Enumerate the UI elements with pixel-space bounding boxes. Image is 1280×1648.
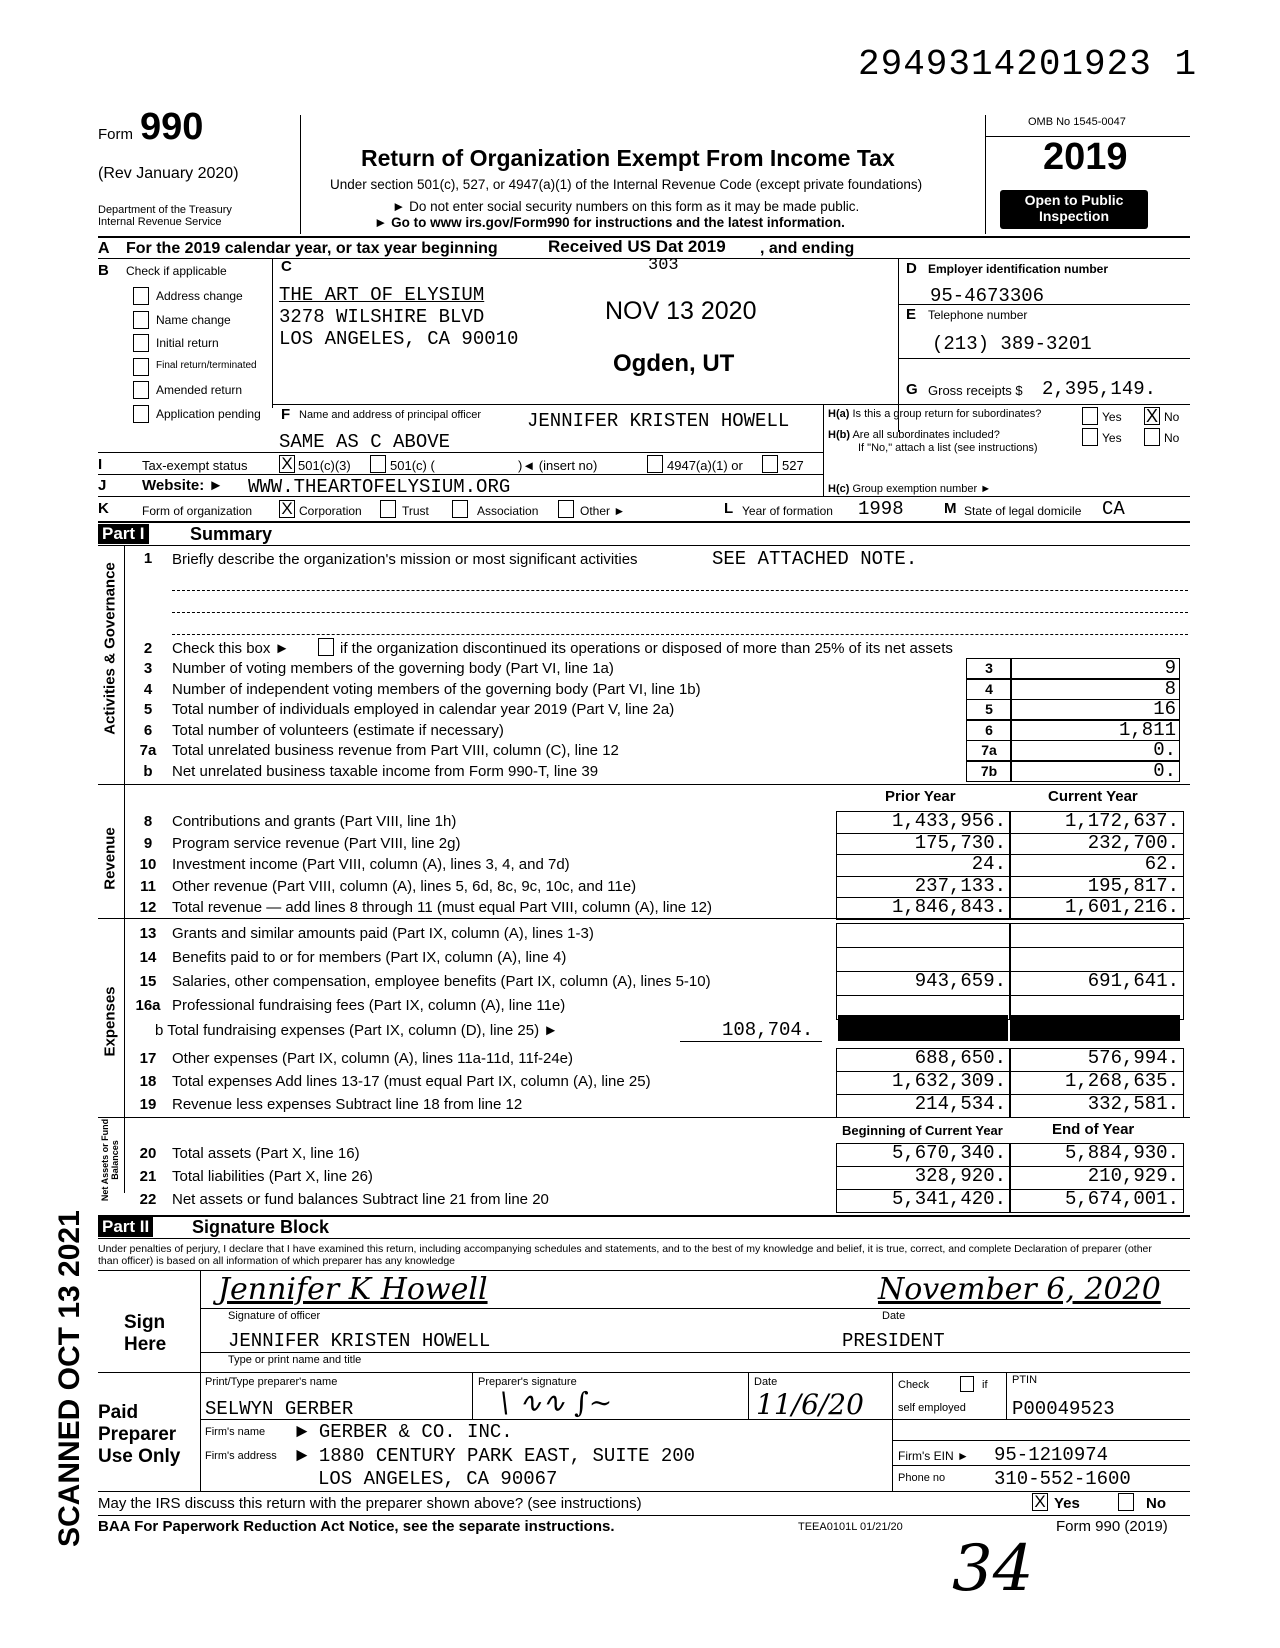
expense-line-number: 15 [139,973,157,990]
line-k-letter: K [98,500,109,517]
perjury-rule [98,1270,1190,1271]
line-i-bottom-rule [98,474,823,475]
governance-line-box: 5 [966,699,1012,720]
expense-line-label: Salaries, other compensation, employee benefits (Part IX, column (A), lines 5-10) [172,973,711,990]
signature-line [200,1308,1190,1309]
expense-line-number: 16a [135,997,161,1014]
section-f-letter: F [281,406,291,423]
line-a-text: For the 2019 calendar year, or tax year beginning [126,240,498,257]
ha-question: H(a) Is this a group return for subordinates? [828,408,1042,420]
net-assets-current-value: 5,884,930. [1064,1142,1179,1164]
expense-total-line-number: 17 [139,1050,157,1067]
phone-label: Phone no [898,1472,946,1484]
check-box-4[interactable] [133,358,149,376]
check-label: Check [898,1379,930,1391]
line-1-label: Briefly describe the organization's mission or most significant activities [172,551,638,568]
expense-current-value: 691,641. [1087,970,1179,992]
expense-total-line-label: Total expenses Add lines 13-17 (must equal Part IX, column (A), line 25) [172,1073,651,1090]
part-i-tag: Part I [98,524,149,544]
firm-address-line1: ► 1880 CENTURY PARK EAST, SUITE 200 [296,1445,696,1467]
expense-total-current-value: 576,994. [1087,1047,1179,1069]
line-2-number: 2 [143,640,153,657]
expense-current-cell [1009,947,1184,972]
expense-line-label: Professional fundraising fees (Part IX, column (A), line 11e) [172,997,566,1014]
preparer-signature: \ ∿∿ ∫∼ [500,1386,613,1419]
association-label: Association [477,504,539,518]
governance-line-box: 7a [966,740,1012,761]
section-b-label: Check if applicable [126,264,227,278]
perjury-statement: Under penalties of perjury, I declare that I have examined this return, including accompanying schedules and statements, and to the best of my knowledge and belief, it is true, correct, and complete Declaration of preparer (other than officer) is based on all information of which preparer has any knowledge [98,1243,1152,1267]
received-stamp: Received US Dat 2019 [548,237,726,256]
discuss-yes-checkbox[interactable] [1032,1493,1048,1511]
expenses-bottom-rule [98,1117,1190,1118]
sign-divider [200,1270,201,1372]
revenue-prior-value: 175,730. [914,831,1006,854]
check-box-1[interactable] [133,287,149,305]
sign-bottom-rule [98,1372,1190,1373]
line-a-rule [98,258,1190,259]
ha-no-label: No [1164,410,1180,424]
corporation-checkbox[interactable] [279,500,295,518]
ha-label: Is this a group return for subordinates? [852,408,1042,420]
section-b-divider [272,258,273,408]
governance-value: 0. [1153,759,1176,782]
gross-receipts-value: 2,395,149. [1042,378,1157,400]
527-checkbox[interactable] [762,455,778,473]
section-g-letter: G [906,381,918,398]
principal-officer-name: JENNIFER KRISTEN HOWELL [527,410,790,432]
line-m-letter: M [944,500,957,517]
check-label-5: Amended return [156,383,243,397]
tax-year: 2019 [1043,136,1128,178]
principal-officer-label: Name and address of principal officer [299,409,482,421]
form-code: TEEA0101L 01/21/20 [798,1521,903,1533]
501c3-label: 501(c)(3) [298,458,351,473]
section-c-letter: C [281,258,292,275]
firm-ein-label: Firm's EIN ► [898,1449,969,1463]
ein-value: 95-4673306 [930,285,1045,307]
check-label-4: Final return/terminated [156,359,257,371]
ein-rule [898,304,1190,305]
document-locator-number: 2949314201923 1 [858,44,1198,85]
line-i-letter: I [98,456,103,473]
governance-line-number: 3 [143,660,153,677]
organization-city: LOS ANGELES, CA 90010 [279,328,519,350]
association-checkbox[interactable] [452,500,468,518]
expense-line-label: Benefits paid to or for members (Part IX, column (A), line 4) [172,949,567,966]
governance-line-box: 4 [966,679,1012,700]
line-i-top-rule [98,452,823,453]
other-label: Other ► [580,504,626,518]
governance-line-box: 7b [966,761,1012,782]
preparer-col-3 [892,1372,893,1491]
line-16b-label: b Total fundraising expenses (Part IX, column (D), line 25) ► [155,1022,559,1039]
gross-receipts-rule [272,404,1190,405]
expense-total-prior-value: 214,534. [914,1093,1006,1115]
organization-street: 3278 WILSHIRE BLVD [279,306,485,328]
expense-line-number: 14 [139,949,157,966]
discuss-yes-label: Yes [1054,1495,1080,1512]
internal-revenue-service: Internal Revenue Service [98,216,222,228]
signature-date-label: Date [882,1310,906,1322]
revenue-line-label: Investment income (Part VIII, column (A), lines 3, 4, and 7d) [172,856,570,873]
line-2-label-b: if the organization discontinued its operations or disposed of more than 25% of its net assets [340,640,953,657]
preparer-row-rule-2 [892,1440,1190,1441]
open-to-public-inspection-badge [1000,190,1148,229]
line-l-letter: L [724,500,734,517]
governance-line-label: Total number of individuals employed in calendar year 2019 (Part V, line 2a) [172,701,675,718]
net-assets-line-number: 21 [139,1168,157,1185]
line-k-rule [98,521,1190,523]
expense-total-line-number: 18 [139,1073,157,1090]
part-ii-tag: Part II [98,1217,153,1237]
501c-checkbox[interactable] [370,455,386,473]
net-assets-prior-value: 5,341,420. [891,1188,1006,1210]
trust-label: Trust [402,504,429,518]
gross-receipts-label: Gross receipts $ [928,383,1023,398]
governance-line-number: 7a [139,742,157,759]
501c3-checkbox[interactable] [279,455,295,473]
form-subtitle: Under section 501(c), 527, or 4947(a)(1) of the Internal Revenue Code (except private foundations) [330,177,923,192]
ha-no-mark: X [1145,406,1158,426]
side-label-expenses: Expenses [101,986,119,1057]
end-of-year-header: End of Year [1052,1121,1135,1138]
check-box-5[interactable] [133,381,149,399]
page-number-handwritten: 34 [952,1532,1034,1606]
ptin-label: PTIN [1012,1374,1038,1386]
expense-current-cell [1009,923,1184,948]
hb-no-label: No [1164,431,1180,445]
governance-value: 1,811 [1118,718,1176,741]
firm-name: ► GERBER & CO. INC. [296,1421,513,1443]
beginning-year-header: Beginning of Current Year [842,1123,1003,1138]
firm-name-value: GERBER & CO. INC. [318,1421,513,1443]
self-employed-checkbox[interactable] [960,1376,974,1392]
preparer-col-2 [748,1372,749,1419]
hc-label: Group exemption number ► [852,483,992,495]
governance-line-label: Total unrelated business revenue from Part VIII, column (C), line 12 [172,742,619,759]
governance-bottom-rule [98,784,1190,785]
open-to-public-label: Open to Public Inspection [1024,192,1124,224]
revenue-bottom-rule [98,918,1190,919]
stamp-303: 303 [648,256,679,275]
paid-label: Paid [98,1402,139,1423]
line-1-dash-3 [172,634,1188,635]
net-assets-line-label: Total liabilities (Part X, line 26) [172,1168,373,1185]
expense-total-prior-value: 1,632,309. [891,1070,1006,1092]
expense-line-label: Grants and similar amounts paid (Part IX, column (A), lines 1-3) [172,925,594,942]
website-url[interactable]: WWW.THEARTOFELYSIUM.ORG [248,476,511,498]
net-assets-text: Net Assets or Fund Balances [100,1118,120,1202]
side-label-revenue: Revenue [101,827,119,890]
section-c-divider [898,258,899,432]
line-16b-underline [680,1041,822,1042]
discuss-rule [98,1515,1190,1516]
527-label: 527 [782,458,804,473]
other-checkbox[interactable] [558,500,574,518]
hb-yes-checkbox[interactable] [1082,428,1098,446]
firm-ein: 95-1210974 [994,1444,1109,1466]
side-divider [124,545,125,1193]
preparer-date-label: Date [754,1376,778,1388]
ha-yes-label: Yes [1102,410,1122,424]
discuss-yes-mark: X [1034,1492,1046,1511]
expense-prior-value: 943,659. [914,970,1006,992]
line-j-rule [98,496,1190,497]
net-assets-current-value: 5,674,001. [1064,1188,1179,1210]
check-label-3: Initial return [156,336,219,350]
governance-line-number: b [143,762,153,780]
preparer-bottom-rule [98,1491,1190,1492]
received-place-stamp: Ogden, UT [613,350,735,377]
hb-yes-label: Yes [1102,431,1122,445]
state-domicile-label: State of legal domicile [964,504,1082,518]
governance-line-number: 5 [143,701,153,718]
year-of-formation-label: Year of formation [742,504,833,518]
baa-notice: BAA For Paperwork Reduction Act Notice, see the separate instructions. [98,1518,615,1535]
revenue-prior-value: 1,433,956. [891,810,1006,832]
tax-exempt-status-label: Tax-exempt status [142,458,248,473]
form-label: Form [98,126,133,143]
check-box-2[interactable] [133,311,149,329]
hb-note: If "No," attach a list (see instructions) [858,442,1038,454]
part-ii-rule [98,1238,1190,1239]
revenue-line-number: 11 [140,877,156,895]
revenue-prior-value: 237,133. [914,874,1006,897]
discuss-question: May the IRS discuss this return with the preparer shown above? (see instructions) [98,1495,642,1512]
state-domicile-value: CA [1102,498,1125,520]
part-ii-title: Signature Block [192,1217,330,1237]
side-label-governance: Activities & Governance [101,562,119,735]
revenue-current-value: 232,700. [1087,831,1179,854]
if-label: if [982,1379,988,1391]
expense-total-line-number: 19 [139,1096,157,1113]
form-revision: (Rev January 2020) [98,165,239,182]
net-assets-current-value: 210,929. [1087,1165,1179,1187]
net-assets-prior-value: 5,670,340. [891,1142,1006,1164]
revenue-current-value: 62. [1144,853,1179,875]
use-only-label: Use Only [98,1446,181,1467]
governance-line-box: 3 [966,658,1012,679]
4947-label: 4947(a)(1) or [667,458,743,473]
revenue-current-value: 195,817. [1087,874,1179,897]
year-of-formation-value: 1998 [858,498,904,520]
revenue-current-value: 1,601,216. [1064,896,1179,918]
preparer-signature-label: Preparer's signature [478,1376,577,1388]
revenue-prior-value: 24. [971,853,1006,875]
line-a-ending: , and ending [760,240,855,257]
revenue-line-label: Total revenue — add lines 8 through 11 (must equal Part VIII, column (A), line 12) [172,899,712,916]
governance-line-label: Net unrelated business taxable income from Form 990-T, line 39 [172,762,599,780]
insert-no-label: )◄ (insert no) [518,458,598,473]
instructions-link[interactable]: ► Go to www irs.gov/Form990 for instructions and the latest information. [374,215,845,230]
preparer-row-rule-1 [200,1419,1190,1420]
preparer-col-1 [472,1372,473,1419]
line-j-letter: J [98,477,107,494]
header-divider-left [300,115,301,234]
section-e-letter: E [906,306,917,323]
ha-yes-checkbox[interactable] [1082,407,1098,425]
net-assets-prior-value: 328,920. [914,1165,1006,1187]
organization-name: THE ART OF ELYSIUM [279,284,485,306]
line-1-dash-2 [172,612,1188,613]
check-label-2: Name change [156,312,231,327]
hb-no-checkbox[interactable] [1144,428,1160,446]
form-number: 990 [140,106,204,148]
governance-line-label: Number of voting members of the governing body (Part VI, line 1a) [172,660,614,677]
preparer-col-4 [1006,1372,1007,1419]
type-print-label: Type or print name and title [228,1354,362,1366]
officer-name-line [200,1352,1190,1353]
sign-label: Sign [124,1312,166,1333]
form-of-organization-label: Form of organization [142,504,253,518]
expense-total-line-label: Other expenses (Part IX, column (A), lines 11a-11d, 11f-24e) [172,1050,574,1067]
expense-total-line-label: Revenue less expenses Subtract line 18 from line 12 [172,1096,523,1113]
received-date-stamp: NOV 13 2020 [605,297,757,325]
501c-label: 501(c) ( [390,458,435,473]
line-2-checkbox[interactable] [318,638,334,656]
expense-total-current-value: 1,268,635. [1064,1070,1179,1092]
telephone-value: (213) 389-3201 [932,333,1092,355]
firm-address-label: Firm's address [205,1450,277,1462]
governance-line-box: 6 [966,720,1012,741]
line-16b-shaded-current [1010,1015,1180,1041]
signature-of-officer-label: Signature of officer [228,1310,321,1322]
section-h-divider [823,404,824,496]
header-divider-right [985,115,986,234]
check-box-6[interactable] [133,405,149,423]
line-1-dash-1 [172,590,1188,591]
revenue-current-value: 1,172,637. [1064,810,1179,832]
line-a-letter: A [98,240,110,257]
omb-number: OMB No 1545-0047 [1028,116,1126,128]
officer-signature-date: November 6, 2020 [878,1272,1161,1307]
check-label-1: Address change [156,289,243,303]
form-title: Return of Organization Exempt From Income Tax [361,145,895,171]
revenue-line-label: Contributions and grants (Part VIII, line 1h) [172,813,457,830]
governance-value: 0. [1153,739,1176,761]
revenue-line-number: 9 [143,834,153,852]
section-d-letter: D [906,260,917,277]
hb-label: Are all subordinates included? [852,429,1000,441]
here-label: Here [124,1334,167,1355]
governance-line-number: 4 [143,680,153,698]
preparer-name-label: Print/Type preparer's name [205,1376,338,1388]
ptin-value: P00049523 [1012,1398,1115,1420]
line-2-label-a: Check this box ► [172,640,290,657]
expense-prior-cell [836,923,1011,948]
officer-title: PRESIDENT [842,1330,945,1352]
governance-line-number: 6 [143,721,153,739]
officer-printed-name: JENNIFER KRISTEN HOWELL [228,1330,491,1352]
revenue-line-number: 10 [139,856,157,873]
check-label-6: Application pending [156,406,261,421]
revenue-line-number: 12 [139,899,157,916]
expense-total-current-value: 332,581. [1087,1093,1179,1115]
current-year-header: Current Year [1048,788,1138,805]
corporation-mark: X [281,499,293,518]
line-1-value: SEE ATTACHED NOTE. [712,548,918,570]
preparer-name: SELWYN GERBER [205,1398,354,1420]
expense-line-number: 13 [139,925,157,942]
self-employed-label: self employed [898,1402,966,1414]
scanned-stamp: SCANNED OCT 13 2021 [53,1210,86,1547]
preparer-divider [200,1372,201,1491]
expense-prior-cell [836,947,1011,972]
side-label-net-assets [100,1105,120,1215]
prior-year-header: Prior Year [885,788,956,805]
preparer-date: 11/6/20 [756,1388,864,1421]
check-box-3[interactable] [133,334,149,352]
hb-question: H(b) Are all subordinates included? [828,429,1000,441]
principal-officer-address: SAME AS C ABOVE [279,431,451,453]
net-assets-line-label: Total assets (Part X, line 16) [172,1145,360,1162]
firm-phone: 310-552-1600 [994,1468,1131,1490]
governance-line-label: Number of independent voting members of the governing body (Part VI, line 1b) [172,680,701,698]
governance-value: 16 [1153,698,1176,720]
line-1-number: 1 [143,550,153,567]
revenue-line-label: Other revenue (Part VIII, column (A), lines 5, 6d, 8c, 9c, 10c, and 11e) [172,877,637,895]
net-assets-line-label: Net assets or fund balances Subtract line 21 from line 20 [172,1191,549,1208]
discuss-no-checkbox[interactable] [1118,1493,1134,1511]
officer-signature: Jennifer K Howell [218,1272,488,1307]
firm-name-label: Firm's name [205,1426,266,1438]
form-footer-label: Form 990 (2019) [1056,1518,1168,1535]
expense-total-prior-value: 688,650. [914,1047,1006,1069]
revenue-line-number: 8 [143,813,153,830]
line-16b-value: 108,704. [722,1019,814,1041]
preparer-label: Preparer [98,1424,177,1445]
website-label: Website: ► [142,477,224,494]
governance-line-label: Total number of volunteers (estimate if necessary) [172,721,504,739]
governance-value: 8 [1164,677,1176,700]
part-i-title: Summary [190,524,273,544]
governance-value: 9 [1164,657,1176,679]
revenue-prior-value: 1,846,843. [891,896,1006,918]
firm-address-line1-value: 1880 CENTURY PARK EAST, SUITE 200 [318,1445,696,1467]
preparer-row-rule-3 [892,1465,1190,1466]
net-assets-line-number: 20 [139,1145,157,1162]
ein-label: Employer identification number [928,262,1109,276]
hc-group-exemption: H(c) Group exemption number ► [828,483,992,495]
part-i-rule [98,545,1190,546]
501c3-mark: X [281,454,293,473]
discuss-no-label: No [1146,1495,1166,1512]
ha-no-checkbox[interactable] [1144,407,1160,425]
line-16b-shaded-prior [838,1015,1008,1041]
corporation-label: Corporation [299,504,362,518]
section-b-letter: B [98,262,109,279]
firm-address-line2: LOS ANGELES, CA 90067 [318,1468,558,1490]
telephone-rule [898,358,1190,359]
revenue-line-label: Program service revenue (Part VIII, line 2g) [172,834,461,852]
telephone-label: Telephone number [928,308,1028,322]
4947-checkbox[interactable] [647,455,663,473]
department-treasury: Department of the Treasury [98,204,232,216]
trust-checkbox[interactable] [380,500,396,518]
ssn-warning: ► Do not enter social security numbers on this form as it may be made public. [392,199,860,214]
net-assets-line-number: 22 [139,1191,157,1208]
